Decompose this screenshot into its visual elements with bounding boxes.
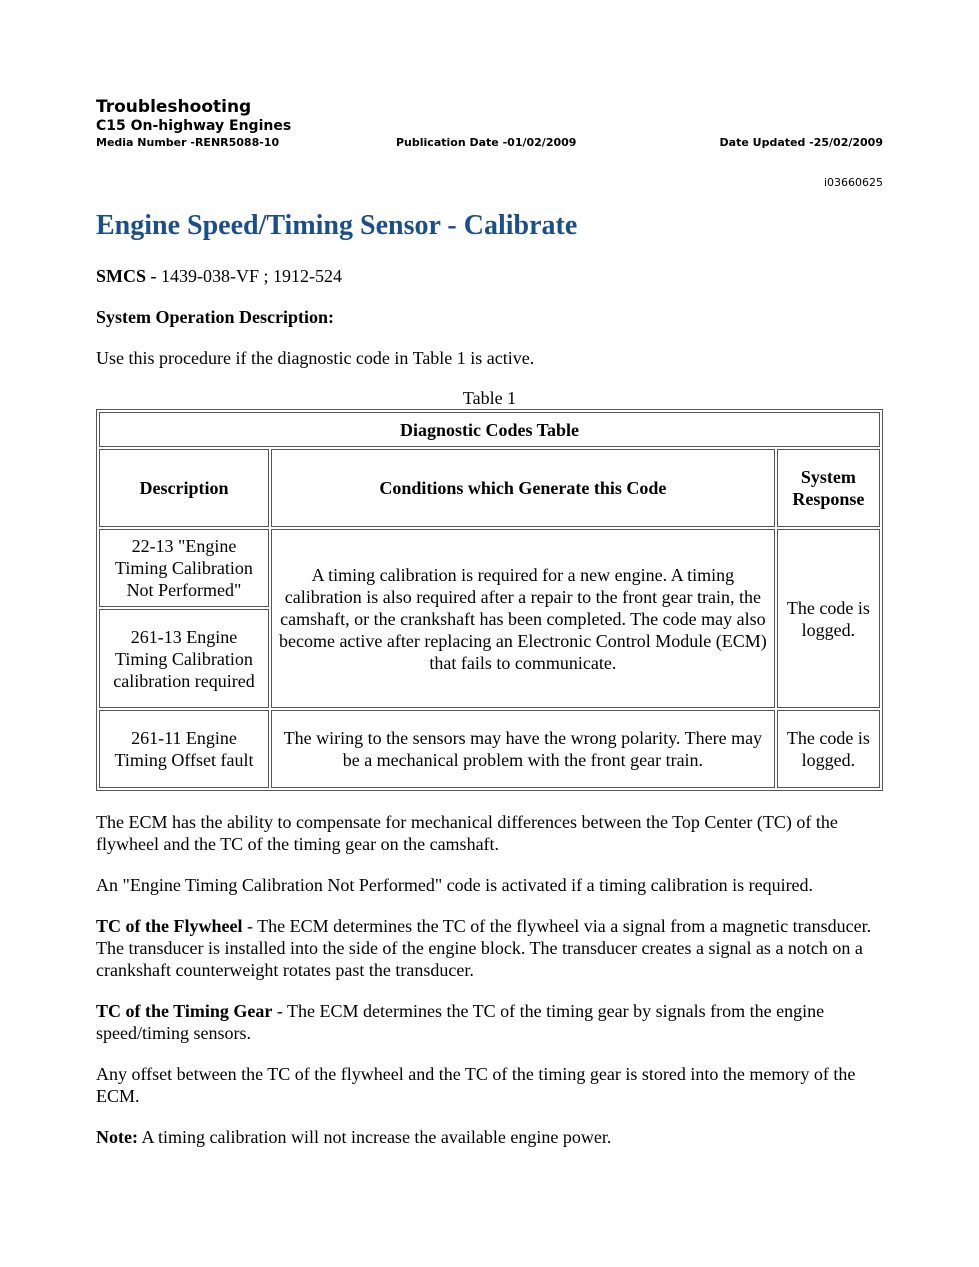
document-page — [96, 96, 883, 1148]
header-description: Description — [99, 449, 269, 527]
response-cell: The code is logged. — [777, 529, 880, 708]
table-title: Diagnostic Codes Table — [399, 419, 580, 440]
paragraph-code-activated: An "Engine Timing Calibration Not Performed" code is activated if a timing calibration is required. — [96, 875, 814, 895]
table-header-row — [99, 449, 880, 527]
code-cell: 261-13 Engine Timing Calibration calibration required — [99, 609, 269, 708]
date-updated: Date Updated -25/02/2009 — [719, 136, 883, 149]
table-row — [99, 529, 880, 607]
paragraph-tc-flywheel: TC of the Flywheel - The ECM determines the TC of the flywheel via a signal from a magnetic transducer. The transducer is installed into the side of the engine block. The transducer creates a signal as a notch on a crankshaft counterweight rotates past the transducer. — [96, 916, 872, 980]
smcs-label: SMCS - — [96, 266, 157, 286]
intro-text: Use this procedure if the diagnostic code in Table 1 is active. — [96, 348, 535, 368]
smcs-line — [96, 265, 883, 287]
paragraph-ecm-compensation: The ECM has the ability to compensate for mechanical differences between the Top Center (TC) of the flywheel and the TC of the timing gear on the camshaft. — [96, 812, 838, 854]
doc-header — [96, 96, 883, 151]
diagnostic-codes-table — [96, 409, 883, 791]
table-row — [99, 710, 880, 788]
document-id: i03660625 — [823, 176, 883, 189]
table-title-row — [99, 412, 880, 447]
header-conditions: Conditions which Generate this Code — [271, 449, 775, 527]
header-response: System Response — [777, 449, 880, 527]
term-tc-flywheel: TC of the Flywheel — [96, 916, 243, 936]
table-caption: Table 1 — [462, 388, 517, 408]
engine-model: C15 On-highway Engines — [96, 118, 292, 134]
smcs-value: 1439-038-VF ; 1912-524 — [161, 266, 343, 286]
response-cell: The code is logged. — [777, 710, 880, 788]
doc-meta-row — [96, 135, 883, 151]
paragraph-tc-timing-gear: TC of the Timing Gear - The ECM determines the TC of the timing gear by signals from the engine speed/timing sensors. — [96, 1001, 825, 1043]
term-tc-timing-gear: TC of the Timing Gear — [96, 1001, 273, 1021]
paragraph-offset-storage: Any offset between the TC of the flywheel and the TC of the timing gear is stored into the memory of the ECM. — [96, 1064, 856, 1106]
doc-category: Troubleshooting — [96, 97, 252, 117]
media-number: Media Number -RENR5088-10 — [96, 136, 280, 149]
note-label: Note: — [96, 1127, 138, 1147]
page-title: Engine Speed/Timing Sensor - Calibrate — [96, 210, 578, 241]
section-heading: System Operation Description: — [96, 307, 334, 327]
conditions-cell: The wiring to the sensors may have the wrong polarity. There may be a mechanical problem with the front gear train. — [271, 710, 775, 788]
note: Note: A timing calibration will not increase the available engine power. — [96, 1127, 612, 1147]
code-cell: 22-13 "Engine Timing Calibration Not Performed" — [99, 529, 269, 607]
publication-date: Publication Date -01/02/2009 — [396, 136, 577, 149]
code-cell: 261-11 Engine Timing Offset fault — [99, 710, 269, 788]
conditions-cell: A timing calibration is required for a new engine. A timing calibration is also required after a repair to the front gear train, the camshaft, or the crankshaft has been completed. The code may also become active after replacing an Electronic Control Module (ECM) that fails to communicate. — [271, 529, 775, 708]
